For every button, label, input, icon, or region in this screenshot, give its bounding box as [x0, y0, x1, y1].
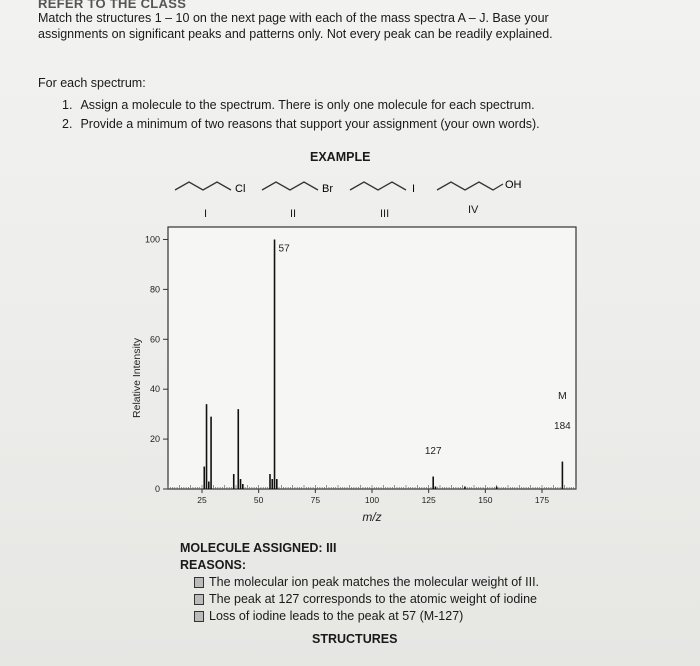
y-tick-label: 80: [149, 284, 160, 295]
numeral-II: II: [290, 208, 297, 220]
step-text: Assign a molecule to the spectrum. There is only one molecule for each spectrum.: [80, 98, 535, 112]
y-axis-label: Relative Intensity: [131, 338, 143, 418]
structure-III-skeleton: [350, 168, 430, 198]
instructions-line-2: assignments on significant peaks and patterns only. Not every peak can be readily explained.: [38, 27, 553, 41]
x-tick-label: 175: [534, 495, 550, 505]
x-tick-label: 75: [310, 495, 321, 505]
numeral-I: I: [204, 208, 208, 220]
y-tick-label: 40: [149, 384, 160, 395]
step-item: [62, 115, 540, 134]
structure-IV-skeleton: [437, 168, 527, 198]
numeral-III: III: [380, 208, 390, 220]
peak-label-184: 184: [554, 421, 571, 433]
x-tick-label: 100: [364, 495, 380, 505]
cropped-header: REFER TO THE CLASS: [38, 0, 187, 11]
x-tick-label: 25: [197, 495, 207, 505]
step-number: 2.: [62, 117, 73, 131]
reasons-heading: REASONS:: [180, 558, 246, 572]
for-each-label: For each spectrum:: [38, 76, 146, 90]
reason-item: [194, 591, 539, 608]
y-tick-label: 100: [144, 234, 160, 245]
step-list: [62, 96, 540, 134]
bullet-box-icon: [194, 594, 204, 605]
reason-item: [194, 608, 539, 625]
peak-label-127: 127: [424, 446, 442, 458]
y-tick-label: 0: [154, 484, 160, 494]
y-tick-label: 20: [149, 434, 160, 445]
plot-frame: [168, 227, 576, 489]
molecular-ion-label: M: [558, 390, 567, 403]
y-tick-label: 60: [149, 334, 160, 345]
substituent-label: Cl: [235, 183, 246, 195]
mass-spectrum: [128, 225, 588, 535]
peak-label-57: 57: [278, 243, 290, 255]
step-text: Provide a minimum of two reasons that support your assignment (your own words).: [80, 117, 540, 131]
reason-text: The molecular ion peak matches the molecular weight of III.: [209, 575, 540, 589]
reason-text: Loss of iodine leads to the peak at 57 (M-127): [209, 609, 464, 623]
structures-title: STRUCTURES: [312, 632, 398, 646]
example-title: EXAMPLE: [310, 150, 371, 164]
reason-text: The peak at 127 corresponds to the atomic weight of iodine: [209, 592, 537, 606]
structure-III: [350, 168, 430, 203]
structure-II: [262, 168, 342, 203]
molecule-assigned: MOLECULE ASSIGNED: III: [180, 541, 337, 555]
x-tick-label: 50: [253, 495, 264, 505]
step-item: [62, 96, 540, 115]
mass-spectrum-plot: [128, 225, 588, 535]
reason-item: [194, 574, 539, 591]
substituent-label: Br: [322, 183, 333, 195]
structure-II-skeleton: [262, 168, 342, 198]
x-axis-label: m/z: [362, 510, 382, 524]
structure-I-skeleton: [175, 168, 255, 198]
substituent-label: OH: [505, 179, 522, 191]
instructions: [38, 10, 658, 42]
step-number: 1.: [62, 98, 73, 112]
x-tick-label: 125: [421, 495, 436, 505]
x-tick-label: 150: [478, 495, 493, 505]
instructions-line-1: Match the structures 1 – 10 on the next page with each of the mass spectra A – J. Base your: [38, 11, 549, 25]
bullet-box-icon: [194, 577, 204, 588]
substituent-label: I: [412, 183, 416, 195]
reasons-list: [194, 574, 539, 625]
structure-I: [175, 168, 255, 203]
bullet-box-icon: [194, 611, 204, 622]
structure-IV: [437, 168, 527, 203]
numeral-IV: IV: [468, 204, 479, 216]
answer-block: [180, 540, 539, 625]
